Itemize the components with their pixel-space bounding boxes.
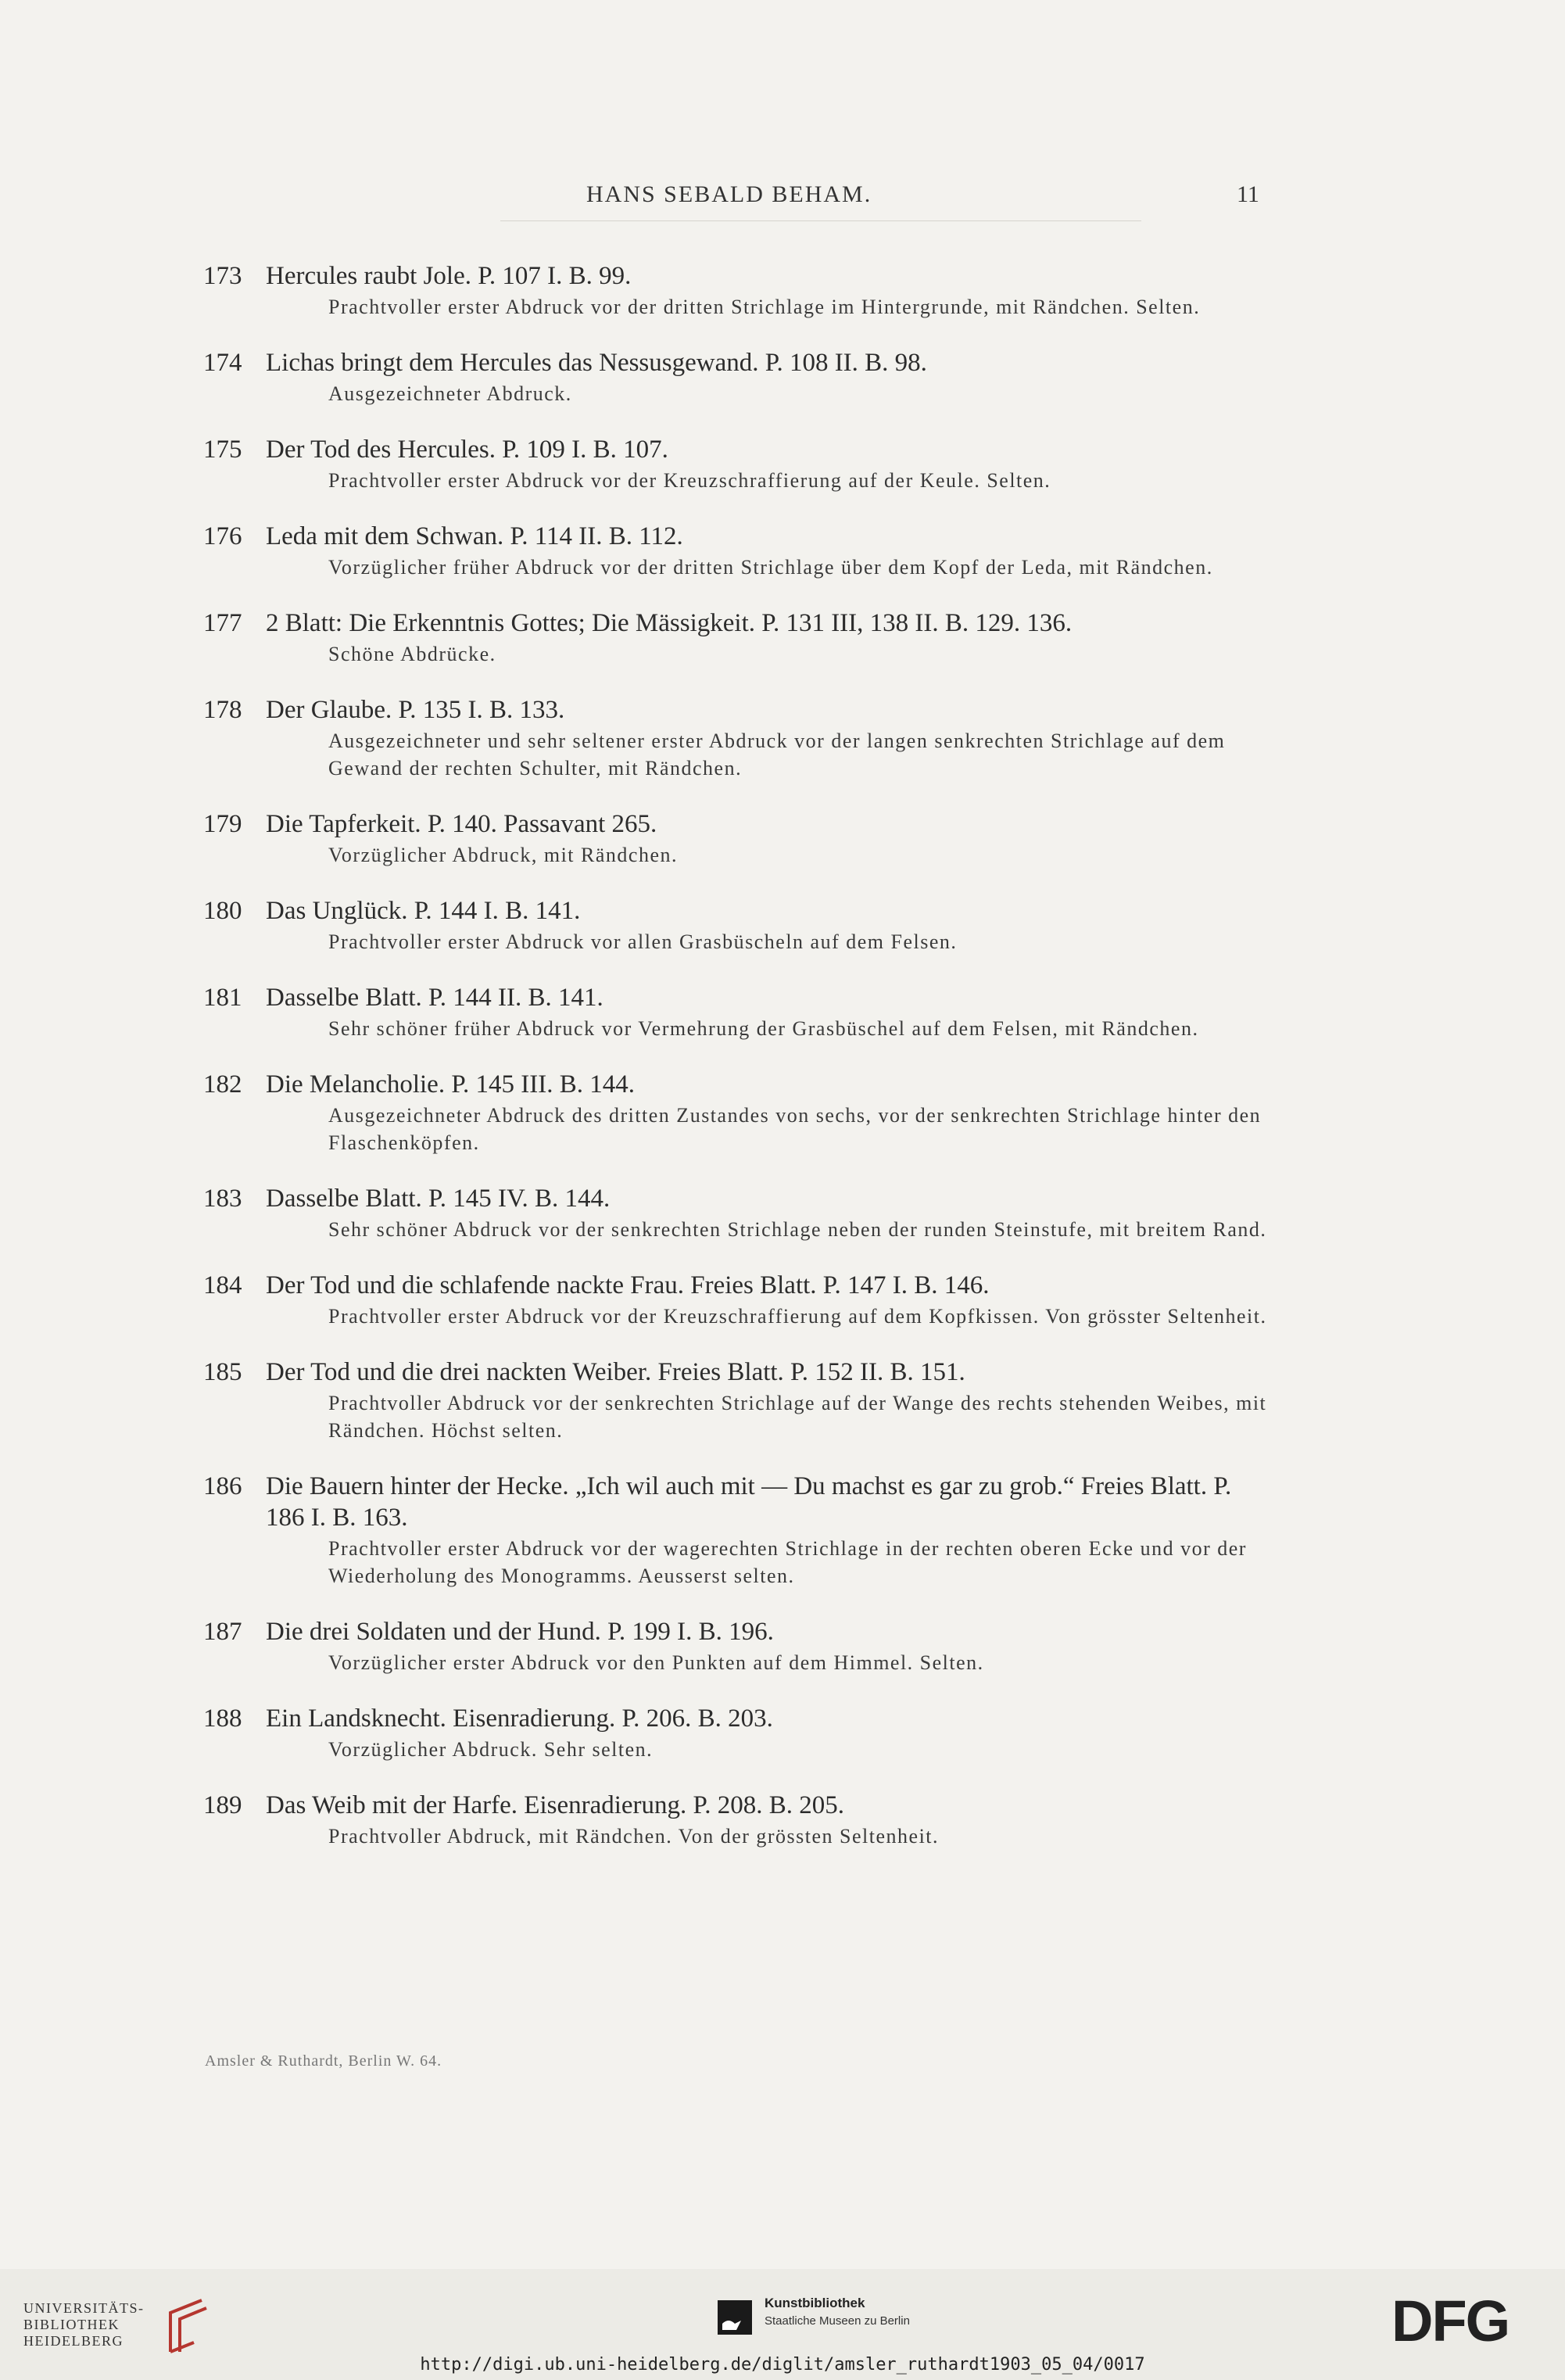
entry-number: 179 (203, 810, 242, 838)
entry-description: Prachtvoller erster Abdruck vor der Kreuzschraffierung auf dem Kopfkissen. Von grösster Seltenheit. (328, 1305, 1267, 1328)
catalogue-entry (203, 694, 1274, 782)
catalogue-entry (203, 808, 1274, 869)
permalink-url[interactable]: http://digi.ub.uni-heidelberg.de/diglit/amsler_ruthardt1903_05_04/0017 (420, 2355, 1145, 2375)
entry-description: Vorzüglicher erster Abdruck vor den Punkten auf dem Himmel. Selten. (328, 1651, 984, 1674)
entry-number: 177 (203, 609, 242, 637)
entry-title: Das Unglück. P. 144 I. B. 141. (266, 897, 581, 925)
entry-heading (203, 694, 1274, 726)
entry-number: 176 (203, 522, 242, 550)
entry-description: Prachtvoller Abdruck, mit Rändchen. Von der grössten Seltenheit. (328, 1825, 940, 1848)
entry-description: Prachtvoller Abdruck vor der senkrechten Strichlage auf der Wange des rechts stehenden Weibes, mit Rändchen. Höchst selten. (328, 1392, 1267, 1442)
entry-heading (203, 1616, 1274, 1647)
entry-title: Leda mit dem Schwan. P. 114 II. B. 112. (266, 522, 683, 550)
entry-description: Vorzüglicher Abdruck, mit Rändchen. (328, 844, 678, 866)
entry-heading (203, 895, 1274, 927)
catalogue-entries (203, 260, 1274, 1876)
entry-heading (203, 1471, 1274, 1533)
entry-heading (203, 808, 1274, 840)
entry-title: Das Weib mit der Harfe. Eisenradierung. P. 208. B. 205. (266, 1791, 845, 1819)
entry-description: Prachtvoller erster Abdruck vor der Kreuzschraffierung auf der Keule. Selten. (328, 469, 1051, 492)
entry-number: 178 (203, 696, 242, 724)
catalogue-entry (203, 1270, 1274, 1330)
viewer-footer (0, 2269, 1565, 2380)
entry-title: Der Tod und die drei nackten Weiber. Freies Blatt. P. 152 II. B. 151. (266, 1358, 965, 1386)
entry-number: 173 (203, 262, 242, 290)
kunstbibliothek-subtitle: Staatliche Museen zu Berlin (765, 2314, 910, 2328)
entry-description: Vorzüglicher früher Abdruck vor der dritten Strichlage über dem Kopf der Leda, mit Rändchen. (328, 556, 1213, 579)
catalogue-entry (203, 521, 1274, 581)
entry-title: Die Tapferkeit. P. 140. Passavant 265. (266, 810, 657, 838)
catalogue-entry (203, 982, 1274, 1042)
entry-heading (203, 1703, 1274, 1734)
entry-title: Die Melancholie. P. 145 III. B. 144. (266, 1070, 636, 1099)
catalogue-entry (203, 347, 1274, 407)
catalogue-entry (203, 895, 1274, 955)
uni-logo-line: UNIVERSITÄTS- (23, 2300, 145, 2316)
entry-title: Hercules raubt Jole. P. 107 I. B. 99. (266, 262, 632, 290)
entry-title: Dasselbe Blatt. P. 144 II. B. 141. (266, 984, 603, 1012)
catalogue-entry (203, 1357, 1274, 1444)
header-rule (500, 220, 1141, 221)
kunstbibliothek-mark-icon (718, 2300, 752, 2335)
entry-number: 180 (203, 897, 242, 925)
entry-title: Der Tod und die schlafende nackte Frau. Freies Blatt. P. 147 I. B. 146. (266, 1271, 990, 1299)
page-number: 11 (1237, 181, 1259, 207)
dfg-logo[interactable]: DFG (1391, 2289, 1509, 2353)
kunstbibliothek-logo[interactable] (718, 2292, 921, 2347)
entry-title: Dasselbe Blatt. P. 145 IV. B. 144. (266, 1185, 611, 1213)
entry-heading (203, 521, 1274, 552)
entry-heading (203, 982, 1274, 1013)
entry-title: Die drei Soldaten und der Hund. P. 199 I. B. 196. (266, 1618, 774, 1646)
entry-number: 181 (203, 984, 242, 1012)
catalogue-entry (203, 1471, 1274, 1590)
entry-heading (203, 1357, 1274, 1388)
university-library-logo[interactable] (23, 2297, 219, 2352)
entry-description: Prachtvoller erster Abdruck vor der wagerechten Strichlage in der rechten oberen Ecke und vor der Wiederholung des Monogramms. Aeusserst selten. (328, 1537, 1247, 1587)
entry-title: Die Bauern hinter der Hecke. „Ich wil auch mit — Du machst es gar zu grob.“ Freies Blatt. P. 186 I. B. 163. (266, 1472, 1232, 1532)
entry-description: Prachtvoller erster Abdruck vor der dritten Strichlage im Hintergrunde, mit Rändchen. Selten. (328, 296, 1201, 318)
entry-description: Ausgezeichneter Abdruck. (328, 382, 572, 405)
entry-title: Lichas bringt dem Hercules das Nessusgewand. P. 108 II. B. 98. (266, 349, 927, 377)
entry-heading (203, 1270, 1274, 1301)
entry-number: 187 (203, 1618, 242, 1646)
entry-number: 186 (203, 1472, 242, 1500)
entry-description: Prachtvoller erster Abdruck vor allen Grasbüscheln auf dem Felsen. (328, 930, 958, 953)
entry-heading (203, 1790, 1274, 1821)
entry-heading (203, 347, 1274, 378)
catalogue-entry (203, 1069, 1274, 1156)
entry-title: Der Glaube. P. 135 I. B. 133. (266, 696, 565, 724)
running-head (0, 181, 1565, 213)
running-head-title: HANS SEBALD BEHAM. (586, 181, 872, 207)
entry-description: Sehr schöner Abdruck vor der senkrechten Strichlage neben der runden Steinstufe, mit breitem Rand. (328, 1218, 1267, 1241)
entry-description: Ausgezeichneter Abdruck des dritten Zustandes von sechs, vor der senkrechten Strichlage hinter den Flaschenköpfen. (328, 1104, 1262, 1154)
entry-number: 185 (203, 1358, 242, 1386)
entry-heading (203, 1069, 1274, 1100)
entry-number: 183 (203, 1185, 242, 1213)
entry-number: 182 (203, 1070, 242, 1099)
entry-description: Ausgezeichneter und sehr seltener erster Abdruck vor der langen senkrechten Strichlage auf dem Gewand der rechten Schulter, mit Rändchen. (328, 729, 1226, 780)
uni-logo-line: HEIDELBERG (23, 2333, 124, 2349)
entry-description: Schöne Abdrücke. (328, 643, 496, 665)
catalogue-entry (203, 1616, 1274, 1676)
catalogue-entry (203, 1183, 1274, 1243)
entry-description: Vorzüglicher Abdruck. Sehr selten. (328, 1738, 654, 1761)
uni-logo-text (23, 2300, 145, 2350)
entry-title: Der Tod des Hercules. P. 109 I. B. 107. (266, 435, 668, 464)
entry-description: Sehr schöner früher Abdruck vor Vermehrung der Grasbüschel auf dem Felsen, mit Rändchen. (328, 1017, 1199, 1040)
catalogue-entry (203, 1790, 1274, 1850)
catalogue-entry (203, 260, 1274, 321)
entry-title: 2 Blatt: Die Erkenntnis Gottes; Die Mässigkeit. P. 131 III, 138 II. B. 129. 136. (266, 609, 1073, 637)
uni-logo-line: BIBLIOTHEK (23, 2317, 120, 2332)
entry-number: 175 (203, 435, 242, 464)
entry-number: 188 (203, 1704, 242, 1733)
uni-logo-mark-icon (163, 2297, 213, 2353)
entry-number: 184 (203, 1271, 242, 1299)
catalogue-entry (203, 1703, 1274, 1763)
entry-heading (203, 1183, 1274, 1214)
entry-number: 174 (203, 349, 242, 377)
entry-number: 189 (203, 1791, 242, 1819)
printer-imprint: Amsler & Ruthardt, Berlin W. 64. (205, 2052, 442, 2070)
entry-title: Ein Landsknecht. Eisenradierung. P. 206. B. 203. (266, 1704, 773, 1733)
entry-heading (203, 608, 1274, 639)
catalogue-entry (203, 434, 1274, 494)
catalogue-entry (203, 608, 1274, 668)
kunstbibliothek-name: Kunstbibliothek (765, 2296, 865, 2310)
entry-heading (203, 434, 1274, 465)
entry-heading (203, 260, 1274, 292)
